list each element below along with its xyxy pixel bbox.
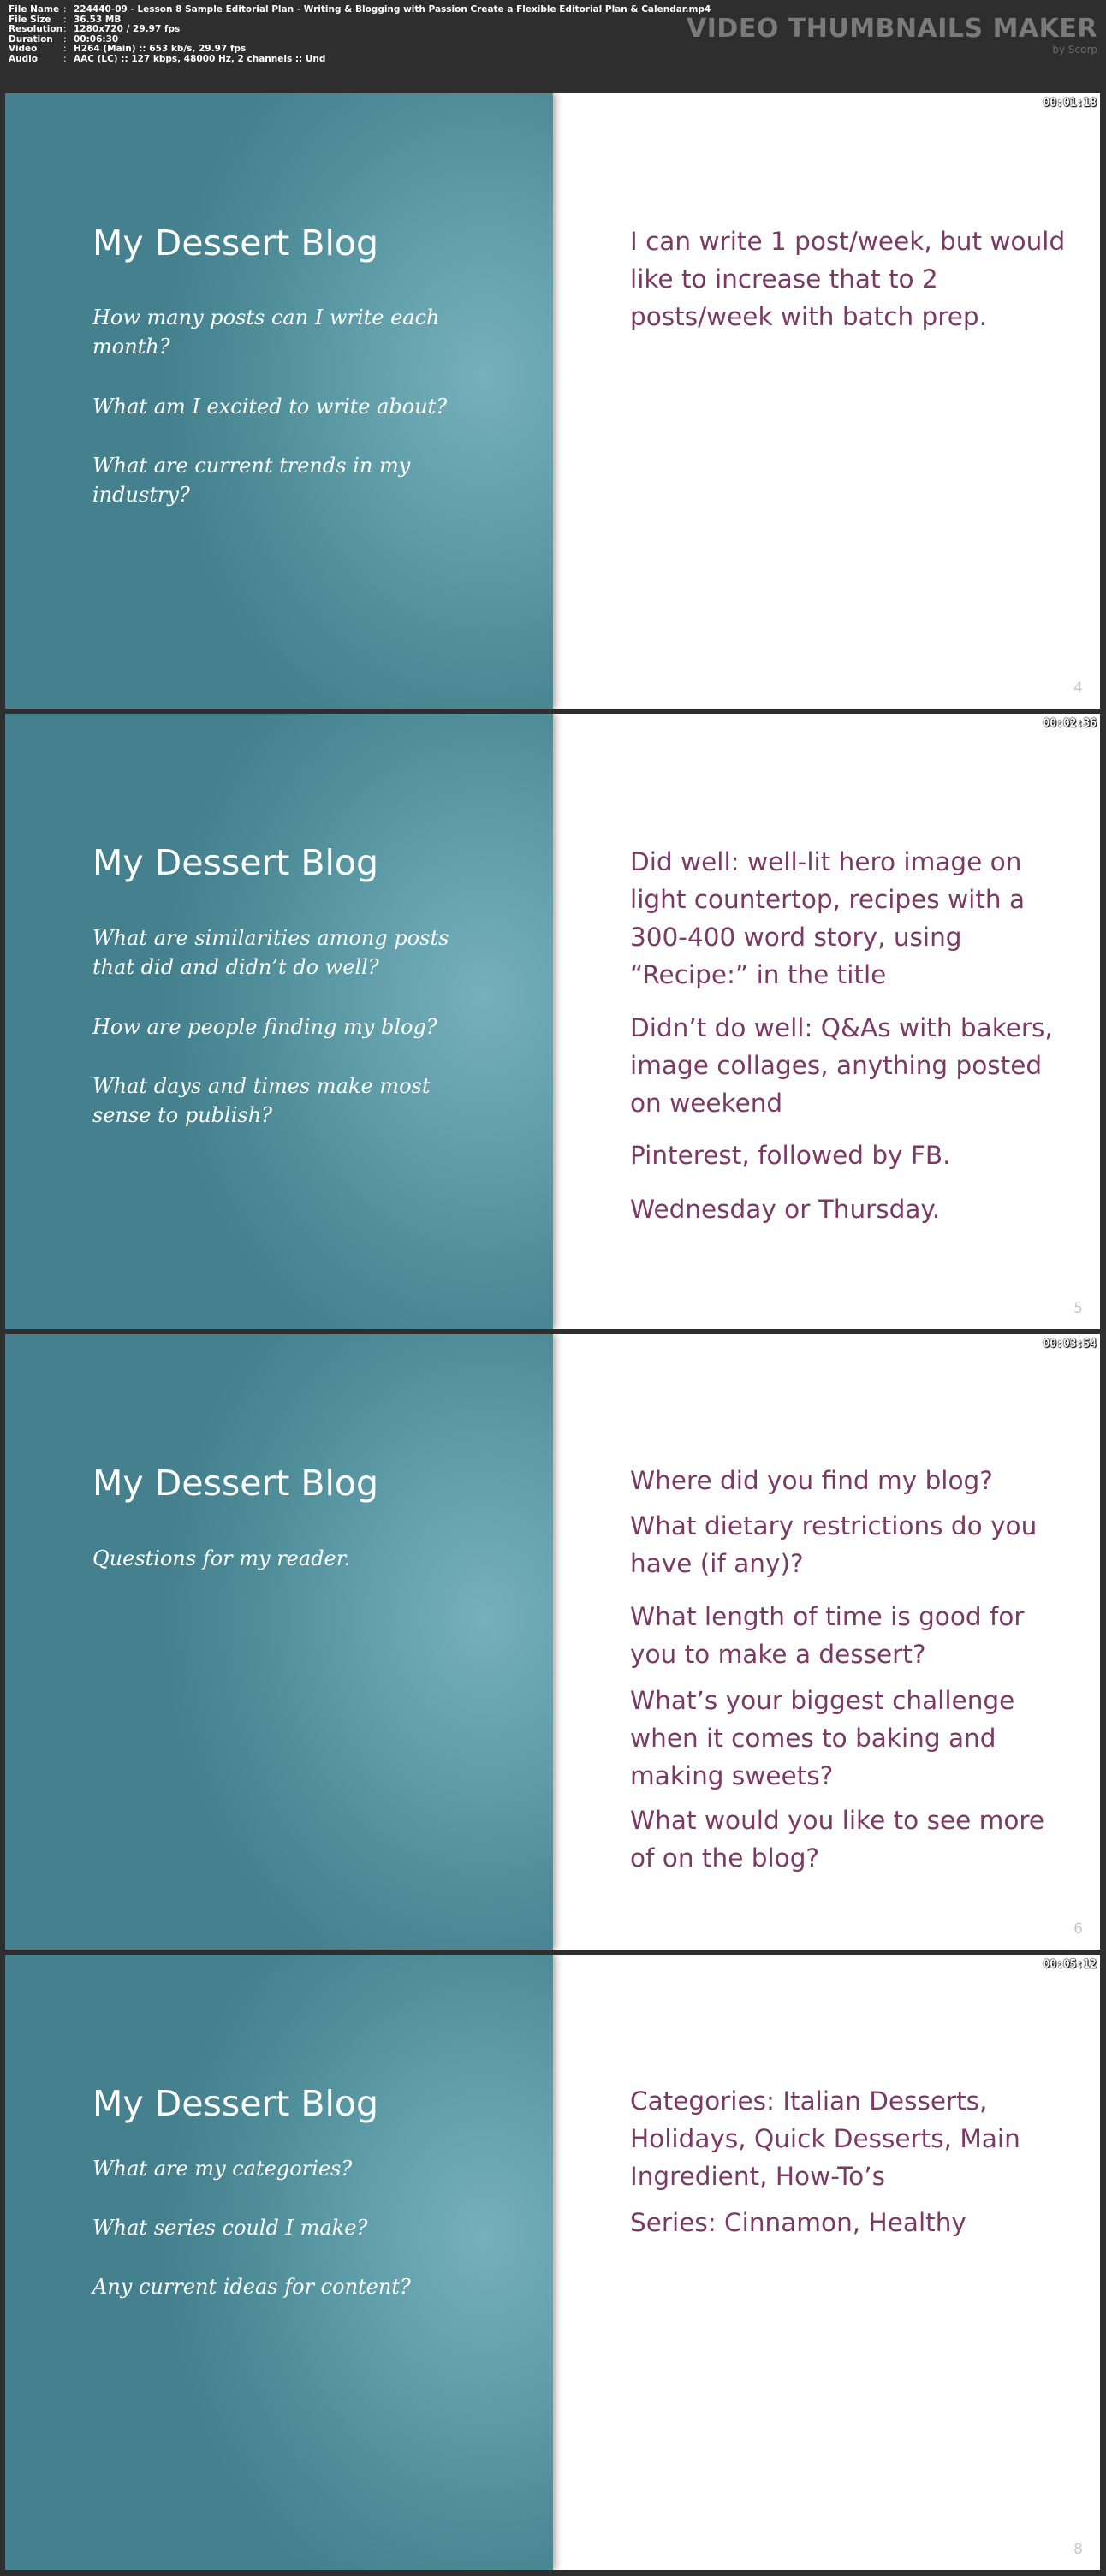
slide-question: Any current ideas for content? <box>92 2275 411 2299</box>
frame-timestamp: 00:01:18 <box>1043 97 1097 110</box>
slide-page-number: 6 <box>1073 1920 1083 1938</box>
meta-separator: : <box>63 4 67 15</box>
slide-left-panel <box>5 1955 553 2570</box>
slide-question: What series could I make? <box>92 2216 368 2240</box>
slide-title: My Dessert Blog <box>92 1463 379 1504</box>
meta-value: 1280x720 / 29.97 fps <box>74 24 181 35</box>
slide-answer: What length of time is good for you to make a dessert? <box>630 1602 1025 1669</box>
meta-separator: : <box>63 44 67 55</box>
meta-value: 00:06:30 <box>74 33 119 45</box>
frame-timestamp: 00:02:36 <box>1043 717 1097 730</box>
frame-timestamp: 00:05:12 <box>1043 1958 1097 1971</box>
thumbnail-frame-2 <box>5 714 1100 1329</box>
slide-answer: What would you like to see more of on the blog? <box>630 1806 1045 1873</box>
brand-title: VIDEO THUMBNAILS MAKER <box>687 14 1097 44</box>
slide-answer: I can write 1 post/week, but would like to increase that to 2 posts/week with batch prep. <box>630 227 1066 331</box>
slide-answer: Pinterest, followed by FB. <box>630 1141 951 1170</box>
meta-label: Duration <box>9 33 53 45</box>
file-metadata <box>9 5 711 65</box>
thumbnail-frame-4 <box>5 1955 1100 2570</box>
slide-title: My Dessert Blog <box>92 223 379 264</box>
slide-answer: Wednesday or Thursday. <box>630 1195 941 1224</box>
slide-left-panel <box>5 93 553 709</box>
meta-value: H264 (Main) :: 653 kb/s, 29.97 fps <box>74 44 247 55</box>
slide-page-number: 4 <box>1073 680 1083 697</box>
meta-separator: : <box>63 33 67 45</box>
brand-subtitle: by Scorp <box>1052 44 1097 56</box>
slide-answer: Didn’t do well: Q&As with bakers, image collages, anything posted on weekend <box>630 1013 1053 1118</box>
slide-question: What are current trends in my industry? <box>92 454 411 507</box>
meta-value: AAC (LC) :: 127 kbps, 48000 Hz, 2 channels :: Und <box>74 53 326 64</box>
meta-separator: : <box>63 24 67 35</box>
info-header <box>0 0 1106 91</box>
meta-label: Video <box>9 44 38 55</box>
slide-page-number: 5 <box>1073 1300 1083 1317</box>
slide-question: What am I excited to write about? <box>92 395 448 418</box>
meta-label: Resolution <box>9 24 63 35</box>
meta-value: 224440-09 - Lesson 8 Sample Editorial Plan - Writing & Blogging with Passion Create a Flexible Editorial Plan & Calendar.mp4 <box>74 4 711 15</box>
thumbnail-frame-3 <box>5 1334 1100 1950</box>
meta-row-file-name <box>9 5 711 15</box>
slide-question: How are people finding my blog? <box>92 1015 437 1039</box>
slide-question: Questions for my reader. <box>92 1546 351 1570</box>
meta-label: File Name <box>9 4 60 15</box>
meta-value: 36.53 MB <box>74 14 122 25</box>
meta-separator: : <box>63 14 67 25</box>
slide-left-panel <box>5 1334 553 1950</box>
slide-answer: Where did you find my blog? <box>630 1466 993 1495</box>
slide-answer: Did well: well-lit hero image on light countertop, recipes with a 300-400 word story, using “Recipe:” in the title <box>630 847 1026 989</box>
slide-title: My Dessert Blog <box>92 2083 379 2124</box>
slide-answer: What’s your biggest challenge when it comes to baking and making sweets? <box>630 1686 1015 1790</box>
slide-answer: Series: Cinnamon, Healthy <box>630 2208 966 2237</box>
slide-question: What are my categories? <box>92 2157 353 2181</box>
meta-row-audio <box>9 55 711 65</box>
slide-left-panel <box>5 714 553 1329</box>
slide-title: My Dessert Blog <box>92 842 379 883</box>
frame-timestamp: 00:03:54 <box>1043 1338 1097 1350</box>
slide-question: How many posts can I write each month? <box>92 306 440 359</box>
slide-page-number: 8 <box>1073 2541 1083 2558</box>
meta-label: File Size <box>9 14 51 25</box>
slide-answer: Categories: Italian Desserts, Holidays, Quick Desserts, Main Ingredient, How-To’s <box>630 2086 1020 2191</box>
meta-label: Audio <box>9 53 38 64</box>
slide-answer: What dietary restrictions do you have (if any)? <box>630 1511 1038 1578</box>
thumbnail-frame-1 <box>5 93 1100 709</box>
slide-question: What days and times make most sense to publish? <box>92 1074 431 1127</box>
meta-separator: : <box>63 53 67 64</box>
slide-question: What are similarities among posts that did and didn’t do well? <box>92 926 449 979</box>
brand-logo <box>687 15 1097 55</box>
